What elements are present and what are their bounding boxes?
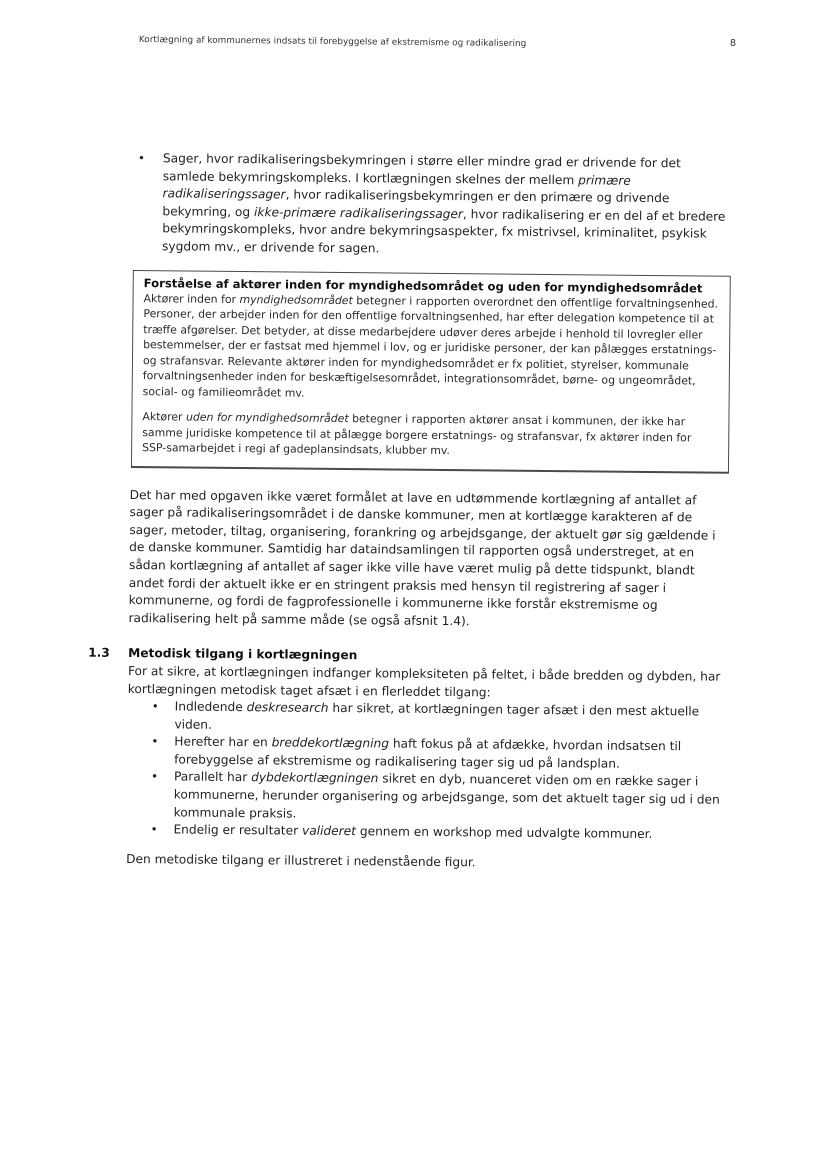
list-item: • Parallelt har dybdekortlægningen sikret en dyb, nuanceret viden om en række sager i kommunerne, herunder organisering og arbejdsgange, som det aktuelt tager sig ud i den kommunale praksis. — [174, 769, 727, 827]
box-title: Forståelse af aktører inden for myndighedsområdet og uden for myndighedsområdet — [143, 275, 703, 296]
page-content — [88, 150, 733, 874]
running-header: Kortlægning af kommunernes indsats til forebyggelse af ekstremisme og radikalisering — [138, 35, 527, 50]
case-type-list — [132, 150, 733, 261]
section-1-3 — [88, 645, 728, 874]
page-number: 8 — [730, 38, 737, 49]
list-item: • Herefter har en breddekortlægning haft fokus på at afdække, hvordan indsatsen til forebyggelse af ekstremisme og radikalisering tager sig ud på landsplan. — [174, 734, 727, 774]
section-heading: Metodisk tilgang i kortlægningen — [128, 646, 358, 663]
body-paragraph: Det har med opgaven ikke været formålet at lave en udtømmende kortlægning af antallet af sager på radikaliseringsområdet i de danske kommuner, men at kortlægge karakteren af de sager, metoder, tiltag, organisering, forankring og arbejdsgange, der aktuelt gør sig gældende i de danske kommuner. Samtidig har dataindsamlingen til rapporten også understreget, at en sådan kortlægning af antallet af sager ikke ville have været mulig på dette tidspunkt, blandt andet fordi der aktuelt ikke er en stringent praksis med hensyn til registrering af sager i kommunerne, og fordi de fagprofessionelle i kommunerne ikke forstår ekstremisme og radikalisering helt på samme måde (se også afsnit 1.4). — [128, 487, 716, 628]
list-item: • Indledende deskresearch har sikret, at kortlægningen tager afsæt i den mest aktuelle viden. — [174, 699, 727, 739]
list-item: • Endelig er resultater valideret gennem en workshop med udvalgte kommuner. — [173, 822, 726, 845]
definition-box — [131, 270, 731, 474]
box-paragraph: Aktører inden for myndighedsområdet betegner i rapporten overordnet den offentlige forvaltningsenhed. Personer, der arbejder inden for den offentlige forvaltningsenhed, har efter delegation kompetence til at træffe afgørelser. Det betyder, at disse medarbejdere udøver deres arbejde i henhold til lovregler eller bestemmelser, der er fastsat med hjemmel i lov, og er juridiske personer, der kan pålægges erstatnings- og strafansvar. Relevante aktører inden for myndighedsområdet er fx politiet, styrelser, kommunale forvaltningsenheder inden for beskæftigelsesområdet, integrationsområdet, børne- og ungeområdet, social- og familieområdet mv. — [142, 291, 719, 400]
box-paragraph: Aktører uden for myndighedsområdet betegner i rapporten aktører ansat i kommunen, der ikke har samme juridiske kompetence til at pålægge borgere erstatnings- og strafansvar, fx aktører inden for SSP-samarbejdet i regi af gadeplansindsats, klubber mv. — [142, 410, 692, 458]
list-item: • Sager, hvor radikaliseringsbekymringen i større eller mindre grad er drivende for det samlede bekymringskompleks. I kortlægningen skelnes der mellem primære radikaliseringssager, hvor radikaliseringsbekymringen er den primære og drivende bekymring, og ikke-primære radikaliseringssager, hvor radikalisering er en del af et bredere bekymringskompleks, hvor andre bekymringsaspekter, fx mistrivsel, kriminalitet, psykisk sygdom mv., er drivende for sagen. — [133, 150, 733, 261]
method-list — [126, 698, 727, 845]
closing-sentence: Den metodiske tilgang er illustreret i nedenstående figur. — [126, 851, 476, 870]
section-intro: For at sikre, at kortlægningen indfanger kompleksiteten på feltet, i både bredden og dybden, har kortlægningen metodisk taget afsæt i en flerleddet tilgang: — [127, 663, 721, 699]
section-number: 1.3 — [88, 645, 110, 661]
